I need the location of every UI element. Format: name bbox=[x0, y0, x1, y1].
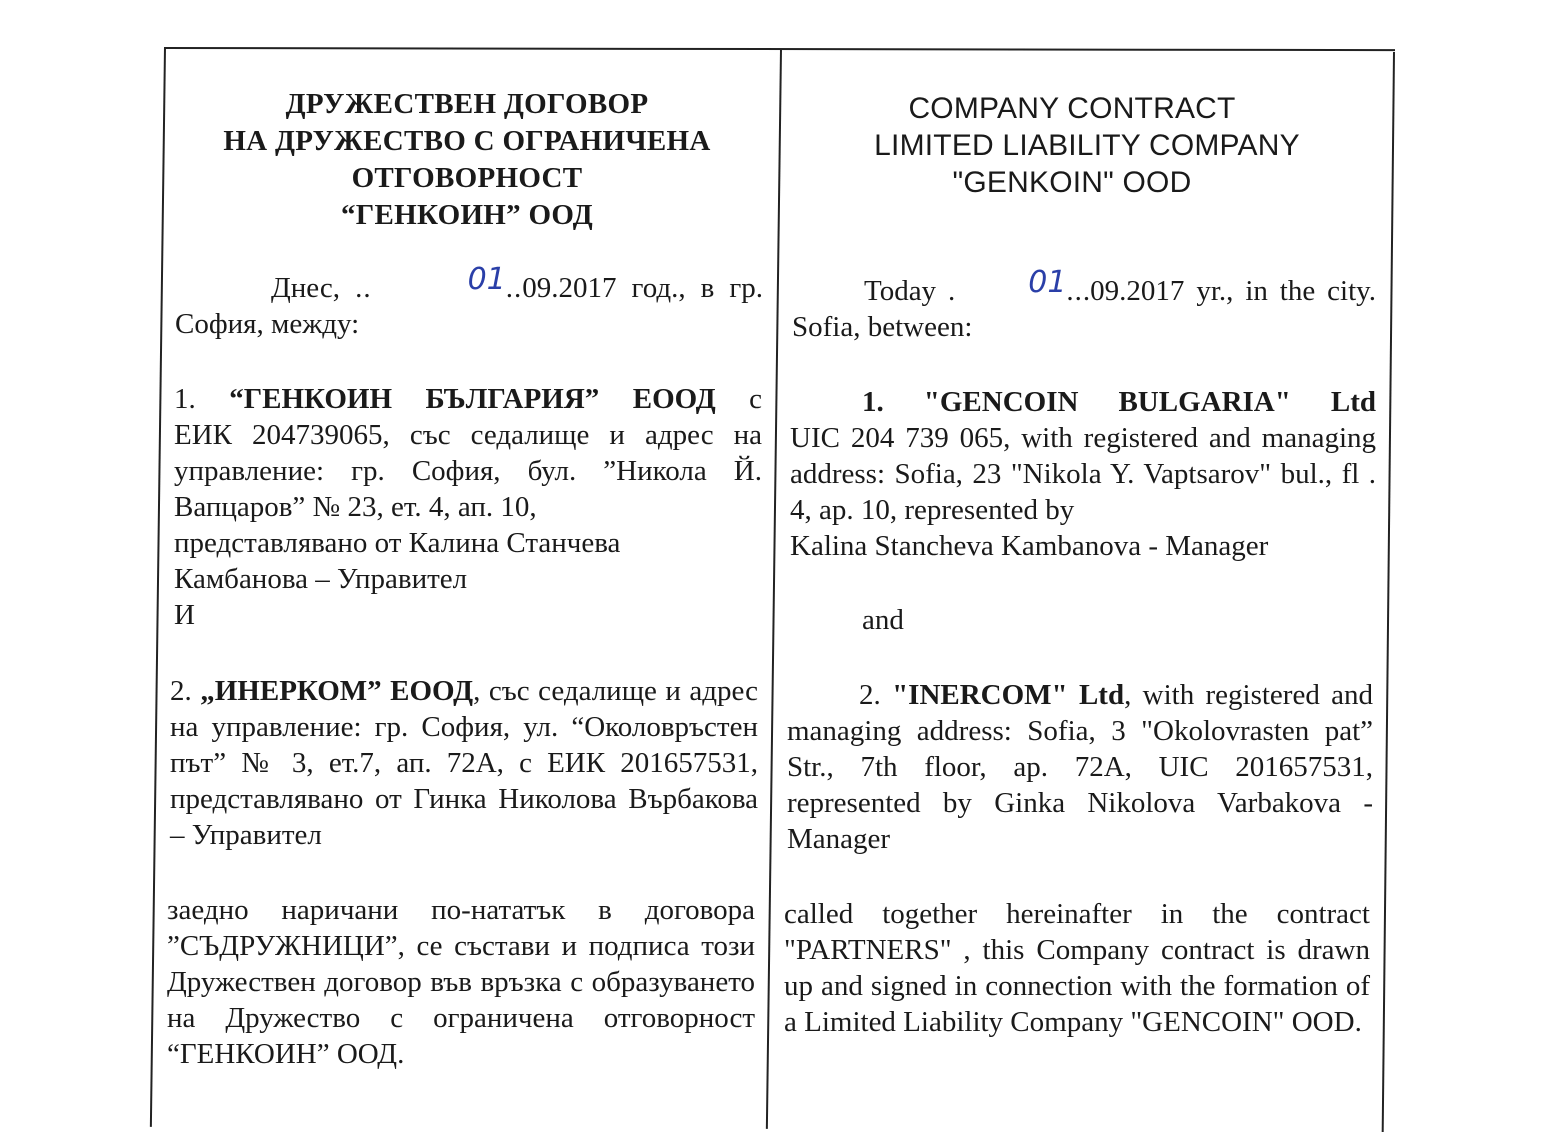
date-line bbox=[175, 262, 763, 306]
english-party-2 bbox=[787, 677, 1373, 857]
english-party-1 bbox=[790, 384, 1376, 564]
party-number: 2. bbox=[170, 675, 192, 707]
party1-heading-line bbox=[790, 384, 1376, 420]
date-dots: .. bbox=[355, 272, 372, 304]
title-line: LIMITED LIABILITY COMPANY bbox=[874, 129, 1300, 162]
date-line-2: София, между: bbox=[175, 308, 360, 340]
party2-details: , with registered and managing address: Sofia, 3 "Okolovrasten pat” Str., 7th floor, ap. 72A, UIC 201657531, represented by Ginka Nikolova Varbakova - Manager bbox=[787, 679, 1374, 855]
party1-heading-line bbox=[174, 381, 762, 417]
bulgarian-party-1 bbox=[174, 381, 762, 633]
english-conjunction-block bbox=[862, 602, 1162, 638]
date-dots: . bbox=[947, 275, 957, 307]
date-line-2: Sofia, between: bbox=[792, 311, 973, 343]
party-number: 1. bbox=[174, 383, 196, 415]
table-right-border bbox=[1382, 52, 1395, 1132]
party-number: 2. bbox=[859, 679, 881, 711]
party2-name: „ИНЕРКОМ” ЕООД bbox=[200, 675, 474, 707]
party-number: 1. bbox=[862, 386, 884, 418]
title-line: ДРУЖЕСТВЕН ДОГОВОР bbox=[285, 88, 649, 120]
title-line: “ГЕНКОИН” ООД bbox=[340, 199, 594, 231]
title-line: НА ДРУЖЕСТВО С ОГРАНИЧЕНА bbox=[223, 125, 711, 157]
handwritten-day: 01 bbox=[467, 262, 506, 297]
party2-name: "INERCOM" Ltd bbox=[892, 679, 1125, 711]
date-prefix: Днес, bbox=[271, 272, 341, 304]
party2-paragraph bbox=[170, 673, 758, 853]
date-dots: .. bbox=[505, 272, 523, 304]
party1-name: “ГЕНКОИН БЪЛГАРИЯ” ЕООД bbox=[229, 383, 716, 415]
bulgarian-party-2 bbox=[170, 673, 758, 853]
bulgarian-column bbox=[172, 86, 762, 234]
title-line: "GENKOIN" OOD bbox=[952, 166, 1192, 199]
title-line: ОТГОВОРНОСТ bbox=[351, 162, 583, 194]
party2-paragraph bbox=[787, 677, 1373, 857]
party1-representative: Kalina Stancheva Kambanova - Manager bbox=[790, 530, 1269, 562]
english-date-block bbox=[792, 265, 1376, 345]
english-title bbox=[768, 90, 1376, 201]
date-dots: .. bbox=[1066, 275, 1083, 307]
column-divider bbox=[766, 49, 782, 1129]
date-prefix: Today bbox=[864, 275, 937, 307]
party1-details: UIC 204 739 065, with registered and managing address: Sofia, 23 "Nikola Y. Vaptsarov" bul., fl . 4, ap. 10, represented by bbox=[790, 422, 1376, 526]
closing-paragraph: заедно наричани по-нататък в договора ”СЪДРУЖНИЦИ”, се състави и подписа този Дружествен договор във връзка с образуването на Дружество с ограничена отговорност “ГЕНКОИН” ООД. bbox=[167, 894, 755, 1070]
table-left-border bbox=[150, 47, 166, 1127]
date-suffix: 09.2017 год., в гр. bbox=[522, 272, 763, 304]
date-line bbox=[792, 265, 1376, 309]
conjunction: and bbox=[862, 604, 904, 636]
bulgarian-closing bbox=[167, 892, 755, 1072]
bulgarian-date-block bbox=[175, 262, 763, 342]
party1-details: ЕИК 204739065, със седалище и адрес на управление: гр. София, бул. ”Никола Й. Вапцаров” № 23, ет. 4, ап. 10, bbox=[174, 419, 762, 523]
english-closing bbox=[784, 896, 1370, 1040]
party1-representative: представлявано от Калина Станчева bbox=[174, 527, 621, 559]
bulgarian-title bbox=[172, 86, 762, 234]
closing-paragraph: called together hereinafter in the contract "PARTNERS" , this Company contract is drawn up and signed in connection with the formation of a Limited Liability Company "GENCOIN" OOD. bbox=[784, 898, 1370, 1038]
party2-details: , със седалище и адрес на управление: гр. София, ул. “Околовръстен път” № 3, ет.7, ап. 72А, с ЕИК 201657531, представлявано от Гинка Николова Върбакова – Управител bbox=[170, 675, 759, 851]
date-suffix: .09.2017 yr., in the city. bbox=[1082, 275, 1376, 307]
party1-representative-2: Камбанова – Управител bbox=[174, 563, 468, 595]
title-line: COMPANY CONTRACT bbox=[908, 92, 1236, 125]
conjunction: И bbox=[174, 599, 195, 631]
party1-name: "GENCOIN BULGARIA" Ltd bbox=[923, 386, 1376, 418]
english-column bbox=[788, 90, 1376, 201]
handwritten-day: 01 bbox=[1028, 265, 1067, 300]
party1-after-name: с bbox=[749, 383, 763, 415]
